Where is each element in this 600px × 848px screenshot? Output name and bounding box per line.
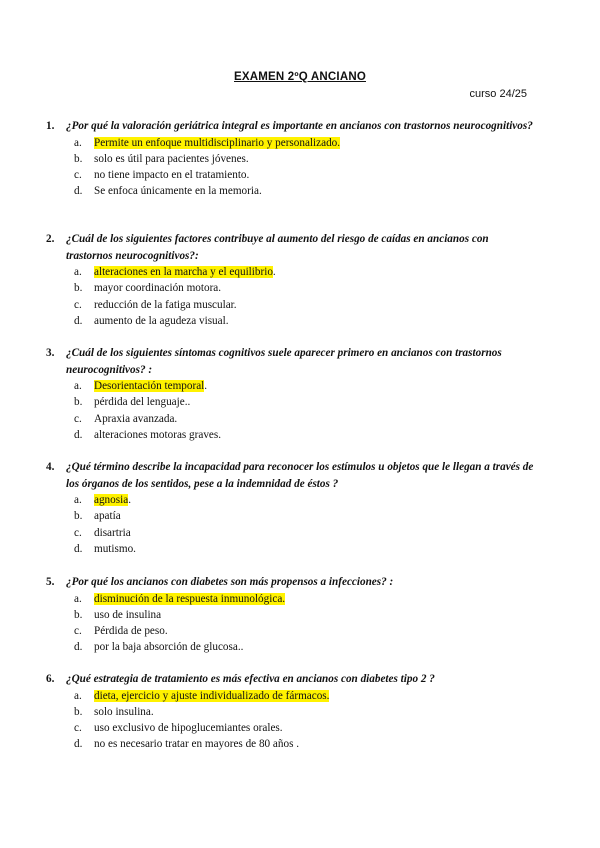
document-title: EXAMEN 2ºQ ANCIANO: [234, 71, 366, 83]
option-d: [74, 541, 536, 557]
option-c: [74, 411, 536, 427]
option-text: solo insulina.: [94, 705, 154, 718]
option-text: mayor coordinación motora.: [94, 282, 222, 295]
question-6: [46, 671, 536, 753]
option-text: Se enfoca únicamente en la memoria.: [94, 185, 262, 198]
option-d: [74, 639, 536, 655]
option-text: reducción de la fatiga muscular.: [94, 298, 237, 311]
question-2: [46, 231, 536, 329]
question-text: ¿Por qué los ancianos con diabetes son más propensos a infecciones? :: [66, 576, 394, 588]
option-a: [74, 591, 536, 607]
option-c: [74, 525, 536, 541]
option-text: pérdida del lenguaje..: [94, 396, 191, 409]
option-letter: d.: [74, 314, 83, 327]
course-label: curso 24/25: [469, 88, 527, 100]
option-b: [74, 151, 536, 167]
option-text: mutismo.: [94, 542, 136, 555]
option-b: [74, 607, 536, 623]
option-text: uso de insulina: [94, 608, 162, 621]
option-letter: c.: [74, 412, 82, 425]
option-letter: a.: [74, 136, 82, 149]
option-text: solo es útil para pacientes jóvenes.: [94, 152, 249, 165]
option-letter: a.: [74, 592, 82, 605]
question-number: 4.: [46, 461, 55, 473]
option-text: Pérdida de peso.: [94, 625, 168, 638]
option-letter: a.: [74, 689, 82, 702]
option-letter: d.: [74, 428, 83, 441]
option-letter: d.: [74, 641, 83, 654]
option-text: disartria: [94, 526, 131, 539]
option-text: apatía: [94, 510, 121, 523]
question-text: ¿Qué estrategia de tratamiento es más efectiva en ancianos con diabetes tipo 2 ?: [66, 673, 435, 685]
option-text: Apraxia avanzada.: [94, 412, 178, 425]
highlighted-answer: disminución de la respuesta inmunológica.: [94, 592, 286, 605]
option-text: uso exclusivo de hipoglucemiantes orales.: [94, 722, 283, 735]
question-text: ¿Cuál de los siguientes síntomas cognitivos suele aparecer primero en ancianos con trastornos neurocognitivos? :: [66, 347, 502, 376]
question-1: [46, 118, 536, 200]
option-letter: d.: [74, 542, 83, 555]
question-5: [46, 574, 536, 656]
option-d: [74, 183, 536, 199]
option-text: alteraciones motoras graves.: [94, 428, 222, 441]
option-d: [74, 313, 536, 329]
option-c: [74, 720, 536, 736]
option-b: [74, 280, 536, 296]
option-letter: b.: [74, 510, 83, 523]
option-b: [74, 704, 536, 720]
question-text: ¿Qué término describe la incapacidad para reconocer los estímulos u objetos que le llegan a través de los órganos de los sentidos, pese a la indemnidad de éstos ?: [66, 461, 534, 490]
option-d: [74, 736, 536, 752]
option-letter: b.: [74, 705, 83, 718]
option-letter: c.: [74, 169, 82, 182]
question-text: ¿Por qué la valoración geriátrica integral es importante en ancianos con trastornos neurocognitivos?: [66, 120, 533, 132]
option-c: [74, 297, 536, 313]
question-3: [46, 345, 536, 443]
option-c: [74, 623, 536, 639]
option-a: a. Desorientación temporal.: [74, 378, 536, 394]
option-d: [74, 427, 536, 443]
highlighted-answer: alteraciones en la marcha y el equilibrio: [94, 266, 273, 278]
option-letter: a.: [74, 266, 82, 278]
question-number: 2.: [46, 233, 55, 245]
option-letter: c.: [74, 722, 82, 735]
option-b: [74, 394, 536, 410]
question-text: ¿Cuál de los siguientes factores contribuye al aumento del riesgo de caídas en ancianos con trastornos neurocognitivos?:: [66, 233, 489, 262]
option-text: por la baja absorción de glucosa..: [94, 641, 244, 654]
option-letter: d.: [74, 738, 83, 751]
option-text: no es necesario tratar en mayores de 80 años .: [94, 738, 300, 751]
option-b: [74, 508, 536, 524]
highlighted-answer: Permite un enfoque multidisciplinario y personalizado.: [94, 136, 341, 149]
option-a: [74, 688, 536, 704]
option-a: a. alteraciones en la marcha y el equilibrio.: [74, 264, 536, 280]
option-letter: b.: [74, 282, 83, 295]
question-number: 5.: [46, 576, 55, 588]
option-letter: b.: [74, 608, 83, 621]
option-c: [74, 167, 536, 183]
highlighted-answer: dieta, ejercicio y ajuste individualizado de fármacos.: [94, 689, 330, 702]
option-letter: b.: [74, 152, 83, 165]
option-letter: a.: [74, 380, 82, 392]
highlighted-answer: Desorientación temporal: [94, 380, 205, 392]
question-4: [46, 459, 536, 557]
option-a: a. agnosia.: [74, 492, 536, 508]
question-number: 6.: [46, 673, 55, 685]
option-letter: a.: [74, 494, 82, 506]
highlighted-answer: agnosia: [94, 494, 129, 506]
question-number: 1.: [46, 120, 55, 132]
option-text: no tiene impacto en el tratamiento.: [94, 169, 250, 182]
option-a: [74, 135, 536, 151]
option-letter: c.: [74, 526, 82, 539]
question-number: 3.: [46, 347, 55, 359]
option-text: aumento de la agudeza visual.: [94, 314, 229, 327]
option-letter: c.: [74, 625, 82, 638]
option-letter: d.: [74, 185, 83, 198]
option-letter: c.: [74, 298, 82, 311]
option-letter: b.: [74, 396, 83, 409]
